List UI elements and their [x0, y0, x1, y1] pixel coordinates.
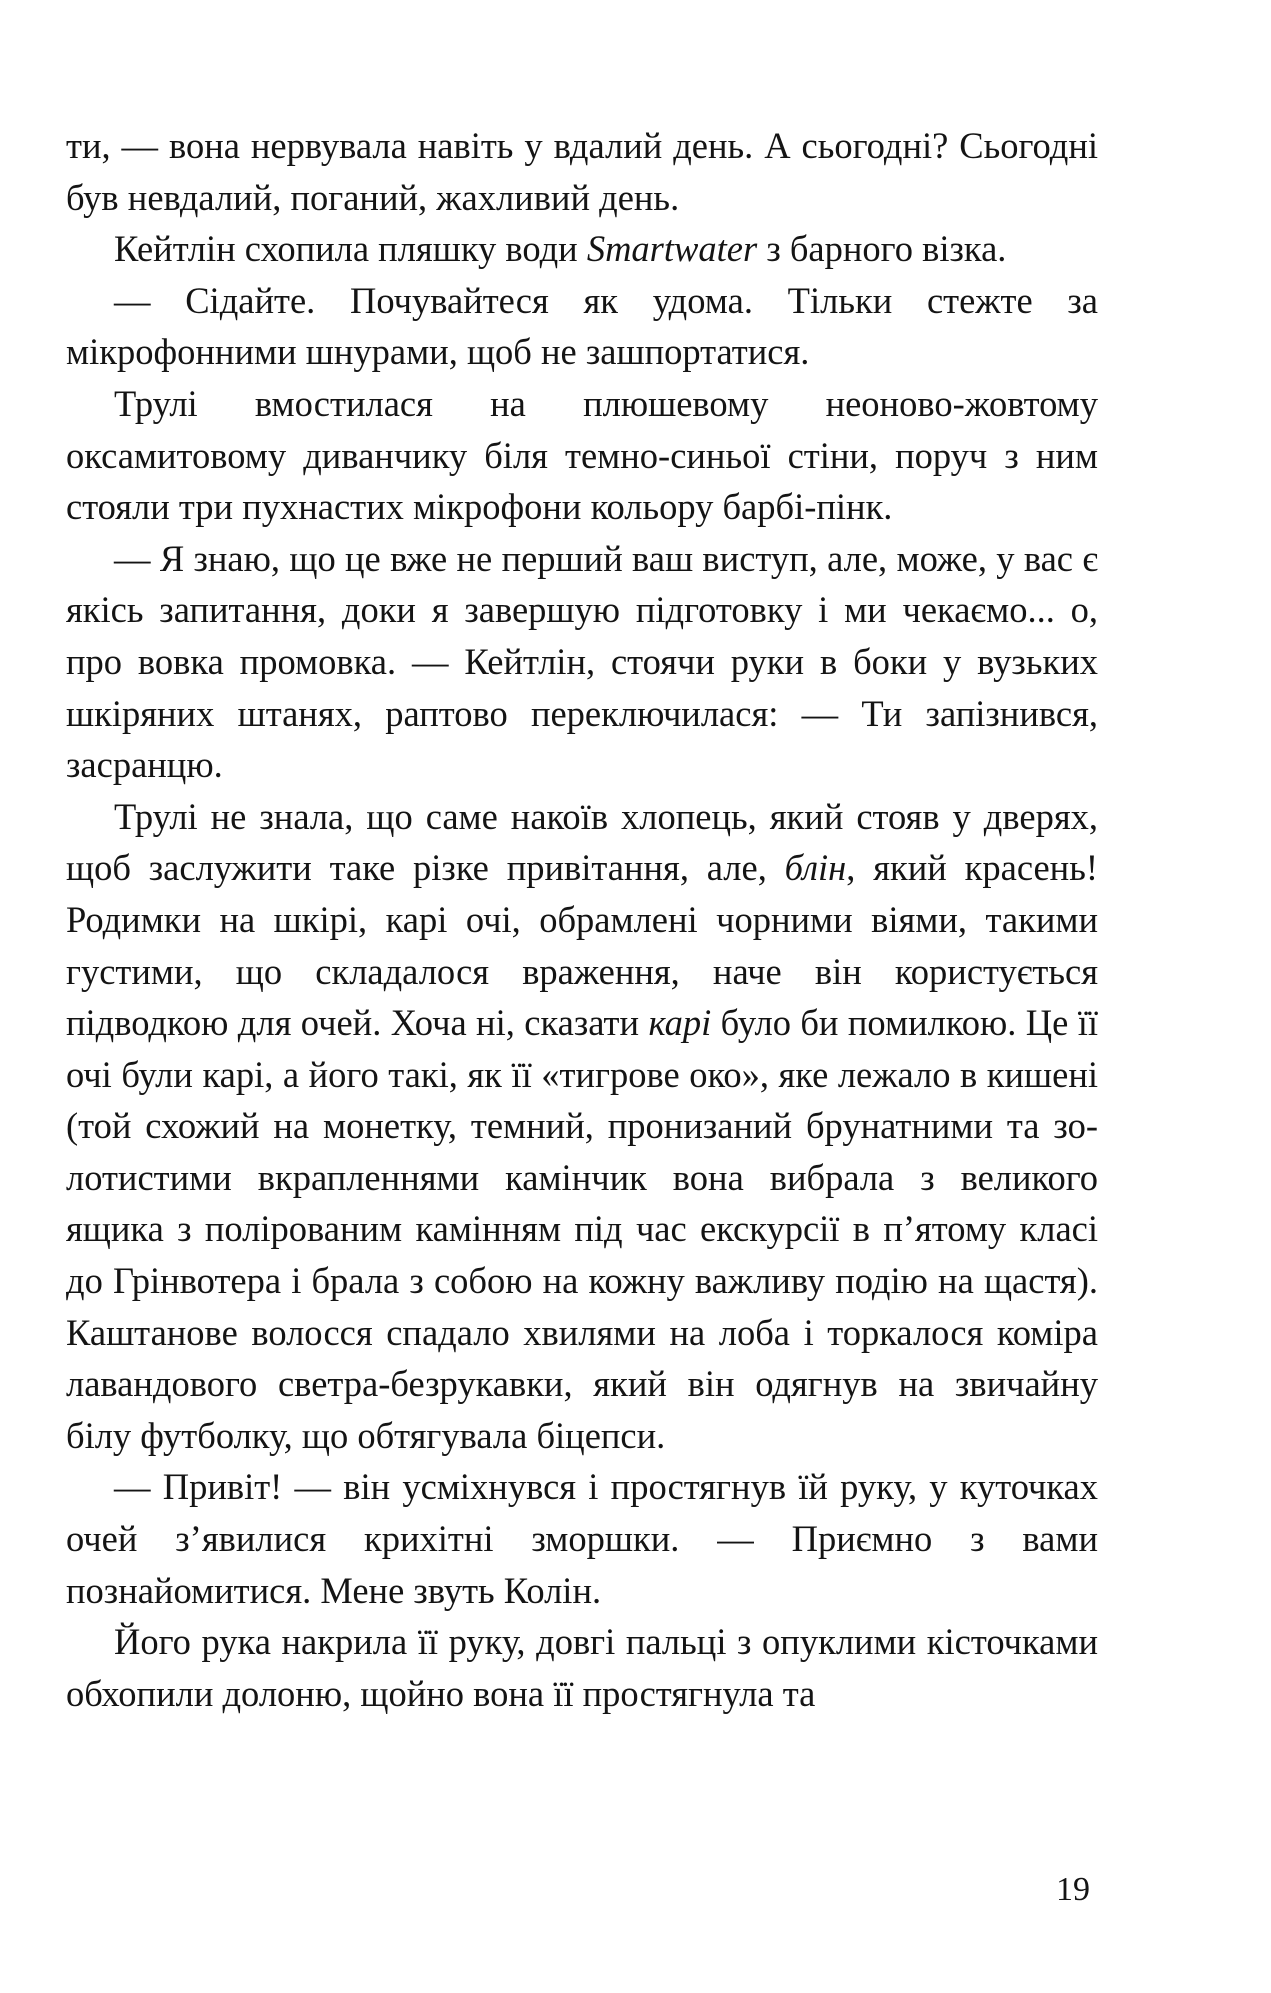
text-run: з барного візка. — [757, 228, 1007, 270]
emphasis-italic: блін — [784, 847, 847, 889]
paragraph — [66, 1616, 1098, 1719]
text-run: Його рука накрила її руку, довгі пальці з опуклими кісточками обхопили долоню, щойно вона її простягнула та — [66, 1621, 1098, 1714]
paragraph — [66, 378, 1098, 533]
text-run: Кейтлін схопила пляшку води — [114, 228, 587, 270]
text-run: було би помилкою. Це її очі були карі, а його такі, як її «тигрове око», яке лежало в кишені (той схожий на монетку, темний, пронизаний брунатними та золотистими вкрапленнями камінчик вона вибрала з великого ящика з полірованим камінням під час екскурсії в п’ятому класі до Грінвотера і брала з собою на кожну важливу подію на щастя). Каштанове волосся спадало хвилями на лоба і торкалося коміра лавандового светра-безрукавки, який він одягнув на звичайну білу футболку, що обтягувала біцепси. — [66, 1002, 1099, 1456]
text-run: Трулі не знала, що саме накоїв хлопець, який стояв у дверях, щоб заслужити таке різке привітання, але, — [66, 795, 1098, 889]
text-run: Трулі вмостилася на плюшевому неоново-жовтому оксамитовому диванчику біля темно-синьої стіни, поруч з ним стояли три пухнастих мікрофони кольору барбі-пінк. — [66, 382, 1098, 528]
brand-name-italic: Smartwater — [586, 228, 758, 270]
body-text — [66, 120, 1098, 1719]
text-run: — Сідайте. Почувайтеся як удома. Тільки стежте за мікрофонними шнурами, щоб не зашпортатися. — [66, 279, 1098, 373]
paragraph — [66, 120, 1098, 223]
paragraph — [66, 275, 1098, 378]
text-run: — Я знаю, що це вже не перший ваш виступ, але, може, у вас є якісь запитання, доки я завершую підготовку і ми чекаємо... о, про вовка промовка. — Кейтлін, стоячи руки в боки у вузьких шкіряних штанях, раптово переключилася: — Ти запізнився, засранцю. — [66, 537, 1098, 786]
paragraph — [66, 1461, 1098, 1616]
emphasis-italic: карі — [648, 1002, 712, 1044]
text-run: — Привіт! — він усміхнувся і простягнув їй руку, у куточках очей з’явилися крихітні зморшки. — Приємно з вами познайомитися. Мене звуть Колін. — [66, 1466, 1098, 1611]
paragraph — [66, 791, 1098, 1462]
text-run: , який красень! Родимки на шкірі, карі очі, обрамлені чорними віями, такими густими, що складалося враження, наче він користується підводкою для очей. Хоча ні, сказати — [66, 847, 1099, 1044]
page-number: 19 — [1056, 1871, 1090, 1908]
text-run: ти, — вона нервувала навіть у вдалий день. А сьогодні? Сьогодні був невдалий, поганий, жахливий день. — [66, 125, 1098, 218]
paragraph — [66, 533, 1098, 791]
paragraph — [66, 223, 1098, 275]
